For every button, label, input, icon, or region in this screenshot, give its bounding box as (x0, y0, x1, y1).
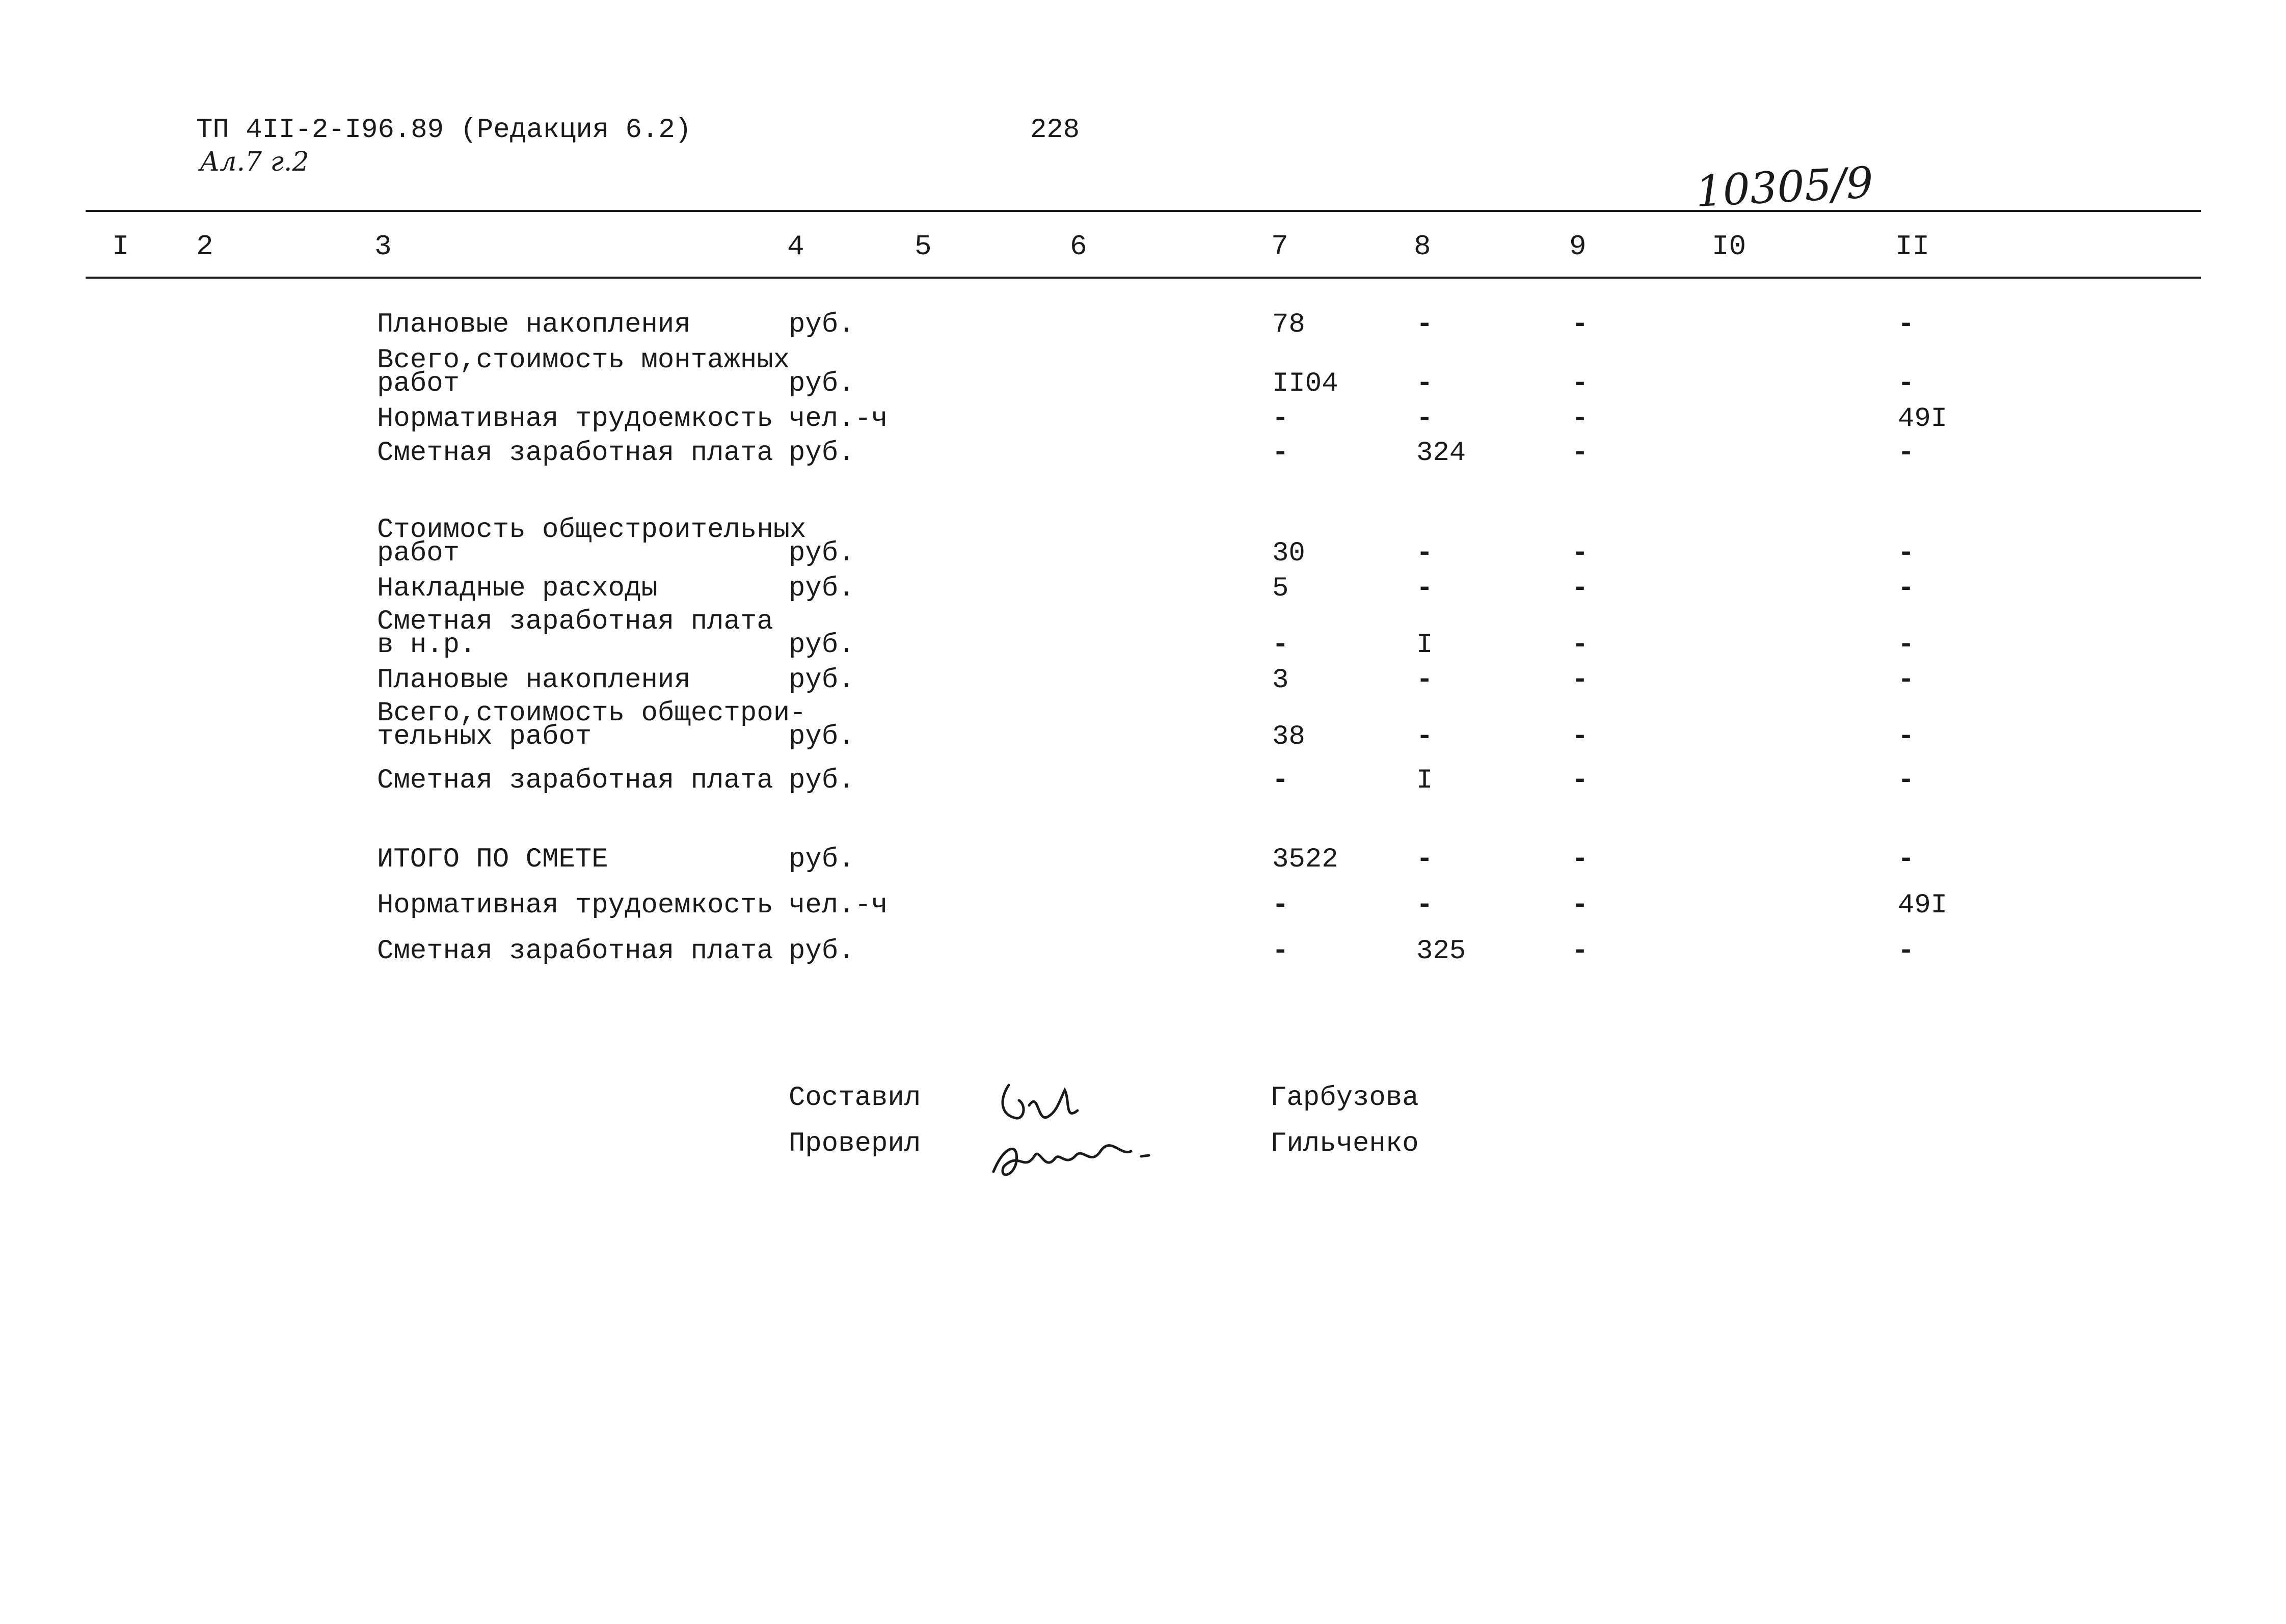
column-number: 2 (196, 230, 213, 263)
row-c8: - (1416, 573, 1433, 604)
row-name: ИТОГО ПО СМЕТЕ (377, 844, 608, 875)
row-unit: руб. (789, 844, 855, 875)
column-number: II (1895, 230, 1930, 263)
signature-compiled (1003, 1085, 1078, 1118)
row-c9: - (1572, 890, 1589, 921)
row-name: Сметная заработная плата (377, 765, 773, 796)
document-code: ТП 4II-2-I96.89 (Редакция 6.2) (196, 115, 692, 146)
row-c11: 49I (1898, 890, 1948, 921)
row-c8: - (1416, 403, 1433, 435)
row-c11: - (1898, 438, 1915, 469)
row-c7: - (1272, 403, 1289, 435)
row-unit: руб. (789, 665, 855, 696)
row-c8: - (1416, 309, 1433, 340)
row-name: Сметная заработная плата (377, 606, 773, 637)
column-number: 4 (787, 230, 804, 263)
row-c8: - (1416, 721, 1433, 752)
row-c9: - (1572, 538, 1589, 569)
row-unit: руб. (789, 721, 855, 752)
row-unit: руб. (789, 368, 855, 399)
row-c9: - (1572, 765, 1589, 796)
row-c9: - (1572, 309, 1589, 340)
column-number: 5 (915, 230, 932, 263)
compiled-label: Составил (789, 1082, 921, 1114)
row-name: Стоимость общестроительных (377, 515, 806, 546)
column-number: I0 (1712, 230, 1746, 263)
row-name: работ (377, 538, 460, 569)
row-name: работ (377, 368, 460, 399)
row-c7: 3522 (1272, 844, 1338, 875)
row-c9: - (1572, 936, 1589, 967)
checked-label: Проверил (789, 1128, 921, 1159)
row-unit: руб. (789, 573, 855, 604)
row-c8: - (1416, 368, 1433, 399)
row-c9: - (1572, 630, 1589, 661)
row-c11: - (1898, 765, 1915, 796)
row-unit: руб. (789, 765, 855, 796)
inventory-number: 10305/9 (1694, 157, 1875, 217)
column-number: 3 (374, 230, 392, 263)
row-c7: 38 (1272, 721, 1305, 752)
row-c11: - (1898, 309, 1915, 340)
row-c8: 324 (1416, 438, 1466, 469)
row-c8: I (1416, 630, 1433, 661)
row-name: Всего,стоимость общестрои- (377, 698, 806, 729)
page-number: 228 (1030, 115, 1080, 146)
column-number: 7 (1271, 230, 1288, 263)
row-c7: 30 (1272, 538, 1305, 569)
signature-checked (993, 1146, 1149, 1175)
row-name: Сметная заработная плата (377, 936, 773, 967)
top-rule (86, 210, 2201, 212)
row-c11: - (1898, 630, 1915, 661)
row-c7: - (1272, 438, 1289, 469)
row-c7: - (1272, 630, 1289, 661)
row-c7: - (1272, 765, 1289, 796)
header-rule (86, 277, 2201, 279)
row-c8: I (1416, 765, 1433, 796)
row-c11: - (1898, 844, 1915, 875)
row-c7: 3 (1272, 665, 1289, 696)
row-name: Накладные расходы (377, 573, 658, 604)
row-c9: - (1572, 438, 1589, 469)
row-c11: - (1898, 538, 1915, 569)
row-unit: руб. (789, 309, 855, 340)
column-number: I (112, 230, 129, 263)
row-c11: - (1898, 368, 1915, 399)
row-c11: 49I (1898, 403, 1948, 435)
row-c8: - (1416, 665, 1433, 696)
row-unit: чел.-ч (789, 403, 888, 435)
row-c9: - (1572, 844, 1589, 875)
row-c7: II04 (1272, 368, 1338, 399)
album-note: Ал.7 г.2 (200, 147, 309, 177)
row-c9: - (1572, 573, 1589, 604)
row-c7: 78 (1272, 309, 1305, 340)
row-name: Плановые накопления (377, 309, 691, 340)
row-name: в н.р. (377, 630, 476, 661)
row-unit: чел.-ч (789, 890, 888, 921)
row-c9: - (1572, 368, 1589, 399)
row-c11: - (1898, 665, 1915, 696)
row-name: Плановые накопления (377, 665, 691, 696)
column-number: 8 (1414, 230, 1431, 263)
row-c7: - (1272, 890, 1289, 921)
compiled-name: Гарбузова (1270, 1082, 1419, 1114)
row-c11: - (1898, 721, 1915, 752)
row-unit: руб. (789, 538, 855, 569)
column-number: 6 (1070, 230, 1087, 263)
row-unit: руб. (789, 438, 855, 469)
row-unit: руб. (789, 936, 855, 967)
checked-name: Гильченко (1270, 1128, 1419, 1159)
row-name: Нормативная трудоемкость (377, 403, 773, 435)
row-c9: - (1572, 665, 1589, 696)
row-c9: - (1572, 721, 1589, 752)
row-unit: руб. (789, 630, 855, 661)
row-name: Сметная заработная плата (377, 438, 773, 469)
row-c9: - (1572, 403, 1589, 435)
row-c8: 325 (1416, 936, 1466, 967)
row-c11: - (1898, 573, 1915, 604)
row-name: тельных работ (377, 721, 592, 752)
row-c8: - (1416, 844, 1433, 875)
row-c11: - (1898, 936, 1915, 967)
row-c7: - (1272, 936, 1289, 967)
row-c8: - (1416, 890, 1433, 921)
row-name: Нормативная трудоемкость (377, 890, 773, 921)
handwritten-signatures (988, 1070, 1157, 1192)
row-c8: - (1416, 538, 1433, 569)
row-c7: 5 (1272, 573, 1289, 604)
column-number: 9 (1569, 230, 1586, 263)
row-name: Всего,стоимость монтажных (377, 345, 790, 376)
